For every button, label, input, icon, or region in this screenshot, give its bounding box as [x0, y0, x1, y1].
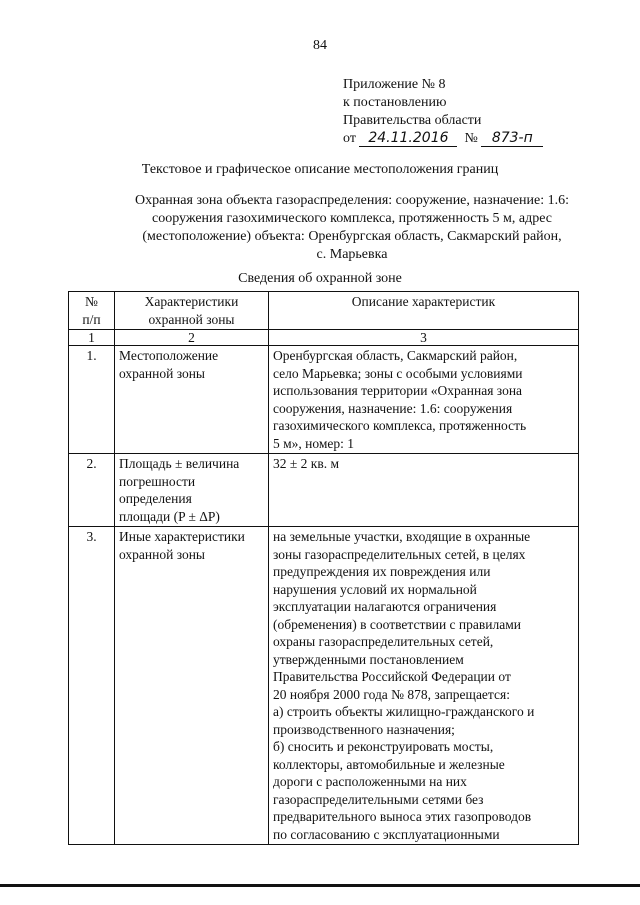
column-number: 2	[115, 330, 269, 346]
description-line: дороги с расположенными на них	[273, 774, 467, 789]
description-line: нарушения условий их нормальной	[273, 581, 477, 597]
header-description: Описание характеристик	[269, 292, 579, 330]
row-description	[269, 454, 579, 527]
table-row	[69, 454, 579, 527]
appendix-block	[343, 76, 603, 148]
header-num	[69, 292, 115, 330]
date-prefix: от	[343, 131, 356, 146]
description-line: 32 ± 2 кв. м	[273, 456, 340, 471]
description-line: Правительства Российской Федерации от	[273, 669, 511, 684]
description-line: а) строить объекты жилищно-гражданского и	[273, 704, 535, 719]
appendix-line: Правительства области	[343, 113, 482, 128]
header-characteristic	[115, 292, 269, 330]
object-description-line: с. Марьевка	[316, 247, 388, 262]
description-line: коллекторы, автомобильные и железные	[273, 756, 505, 772]
characteristic-line: охранной зоны	[119, 365, 206, 381]
characteristic-line: площади (P ± ΔP)	[119, 508, 220, 524]
description-line: газохимического комплекса, протяженность	[273, 418, 527, 433]
object-description	[98, 192, 606, 264]
header-characteristic-line: охранной зоны	[148, 311, 235, 327]
description-line: по согласованию с эксплуатационными	[273, 826, 500, 842]
characteristic-line: Иные характеристики	[119, 529, 245, 544]
column-number: 1	[69, 330, 115, 346]
header-num-line: №	[85, 294, 98, 309]
description-line: зоны газораспределительных сетей, в целях	[273, 546, 526, 562]
column-number-row	[69, 330, 579, 346]
characteristic-line: охранной зоны	[119, 546, 206, 562]
row-number: 3.	[69, 527, 115, 845]
appendix-line: к постановлению	[343, 95, 447, 110]
object-description-line: Охранная зона объекта газораспределения: сооружение, назначение: 1.6:	[134, 193, 570, 208]
characteristic-line: Площадь ± величина	[119, 456, 240, 471]
description-line: на земельные участки, входящие в охранные	[273, 529, 531, 544]
characteristic-line: погрешности	[119, 473, 196, 489]
handwritten-date: 24.11.2016	[359, 130, 457, 147]
zone-info-table	[68, 291, 579, 845]
characteristic-line: определения	[119, 491, 192, 506]
description-line: предварительного выноса этих газопроводов	[273, 809, 532, 824]
description-line: использования территории «Охранная зона	[273, 383, 523, 398]
page-number: 84	[313, 38, 327, 53]
row-number: 2.	[69, 454, 115, 527]
object-description-line: (местоположение) объекта: Оренбургская область, Сакмарский район,	[142, 229, 562, 244]
description-line: 20 ноября 2000 года № 878, запрещается:	[273, 686, 510, 702]
bottom-rule	[0, 884, 640, 887]
row-characteristic	[115, 454, 269, 527]
handwritten-number: 873-п	[481, 130, 543, 147]
header-num-line: п/п	[82, 311, 101, 327]
object-description-line: сооружения газохимического комплекса, протяженность 5 м, адрес	[151, 211, 552, 226]
table-row	[69, 527, 579, 845]
description-line: (обременения) в соответствии с правилами	[273, 616, 521, 632]
row-description	[269, 527, 579, 845]
table-row	[69, 346, 579, 454]
table-header-row	[69, 292, 579, 330]
row-characteristic	[115, 527, 269, 845]
description-line: предупреждения их повреждения или	[273, 564, 491, 579]
characteristic-line: Местоположение	[119, 348, 219, 363]
description-line: охраны газораспределительных сетей,	[273, 634, 494, 649]
appendix-line: Приложение № 8	[343, 77, 446, 92]
description-line: утвержденными постановлением	[273, 651, 464, 667]
description-line: Оренбургская область, Сакмарский район,	[273, 348, 518, 363]
description-line: 5 м», номер: 1	[273, 435, 355, 451]
description-line: село Марьевка; зоны с особыми условиями	[273, 365, 523, 381]
decree-date-number	[343, 130, 603, 148]
description-line: эксплуатации налагаются ограничения	[273, 599, 497, 614]
description-line: газораспределительными сетями без	[273, 791, 484, 807]
table-caption: Сведения об охранной зоне	[238, 271, 402, 286]
document-title: Текстовое и графическое описание местоположения границ	[141, 162, 499, 177]
description-line: сооружения, назначение: 1.6: сооружения	[273, 400, 513, 416]
header-characteristic-line: Характеристики	[144, 294, 239, 309]
row-characteristic	[115, 346, 269, 454]
description-line: производственного назначения;	[273, 721, 455, 737]
column-number: 3	[269, 330, 579, 346]
row-number: 1.	[69, 346, 115, 454]
row-description	[269, 346, 579, 454]
number-prefix: №	[464, 131, 478, 146]
description-line: б) сносить и реконструировать мосты,	[273, 739, 494, 754]
